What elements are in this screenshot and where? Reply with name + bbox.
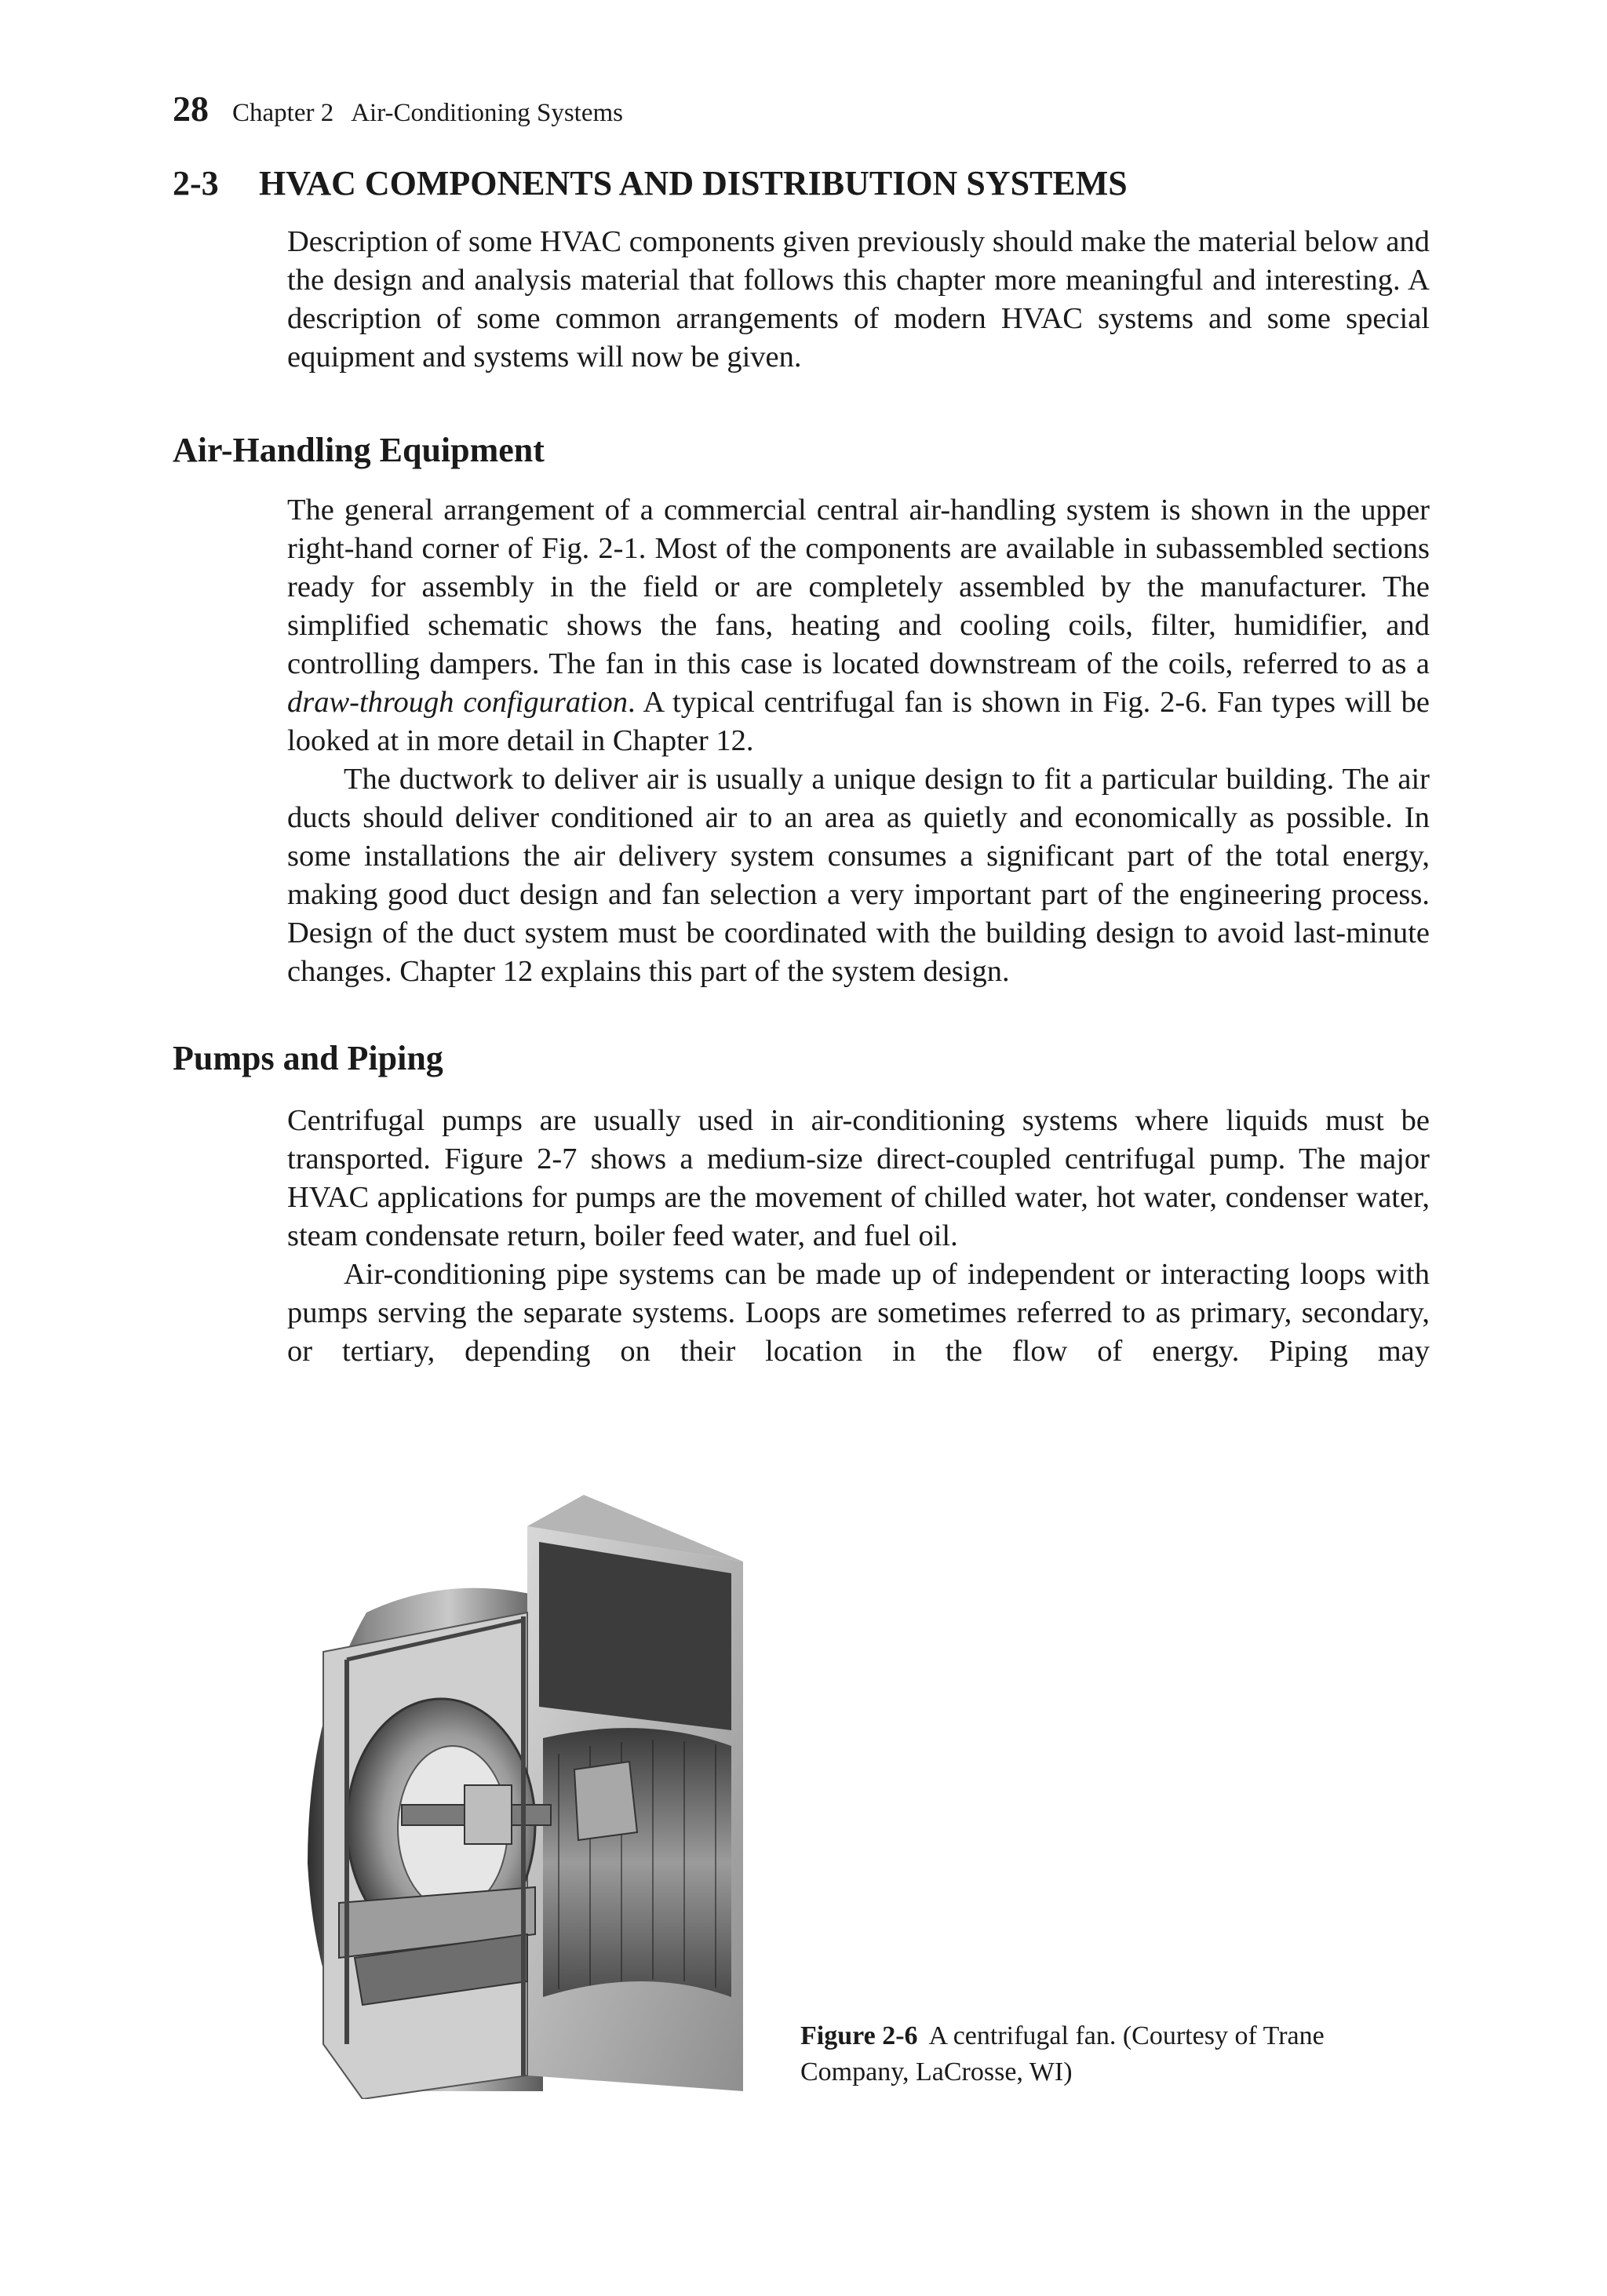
draw-through-term: draw-through configuration [287,686,628,719]
running-header [173,88,623,129]
section-title: HVAC COMPONENTS AND DISTRIBUTION SYSTEMS [259,164,1128,202]
pumps-paragraph-1: Centrifugal pumps are usually used in air-conditioning systems where liquids must be transported. Figure 2-7 shows a medium-size direct-coupled centrifugal pump. The major HVAC applications for pumps are the movement of chilled water, hot water, condenser water, steam condensate return, boiler feed water, and fuel oil. [287,1104,1430,1252]
air-handling-paragraph-1 [287,491,1430,760]
figure-label: Figure 2-6 [800,2021,918,2050]
pumps-paragraph-2: Air-conditioning pipe systems can be made up of independent or interacting loops with pumps serving the separate systems. Loops are sometimes referred to as primary, secondary, or tertiary, depending on their location in the flow of energy. Piping may [287,1258,1430,1368]
section-heading [173,163,1128,203]
page-number: 28 [173,89,209,129]
air-handling-p1-part-a: The general arrangement of a commercial central air-handling system is shown in the upper right-hand corner of Fig. 2-1. Most of the components are available in subassembled sections ready for assembly in the field or are completely assembled by the manufacturer. The simplified schematic shows the fans, heating and cooling coils, filter, humidifier, and controlling dampers. The fan in this case is located downstream of the coils, referred to as a [287,494,1430,680]
figure-caption [800,2018,1428,2090]
section-number: 2-3 [173,164,219,202]
chapter-label: Chapter 2 [232,99,334,127]
air-handling-heading: Air-Handling Equipment [173,431,545,469]
intro-paragraph: Description of some HVAC components given previously should make the material below and the design and analysis material that follows this chapter more meaningful and interesting. A description of some common arrangements of modern HVAC systems and some special equipment and systems will now be given. [287,225,1430,374]
running-title [232,99,623,127]
air-handling-p1-part-b: . A typical centrifugal fan is shown in Fig. 2-6. Fan types will be looked at in more detail in Chapter 12. [287,686,1430,757]
air-handling-text [287,491,1430,991]
section-intro-block [287,223,1430,377]
air-handling-paragraph-2: The ductwork to deliver air is usually a unique design to fit a particular building. The air ducts should deliver conditioned air to an area as quietly and economically as possible. In some installations the air delivery system consumes a significant part of the total energy, making good duct design and fan selection a very important part of the engineering process. Design of the duct system must be coordinated with the building design to avoid last-minute changes. Chapter 12 explains this part of the system design. [287,763,1430,988]
figure-caption-text: A centrifugal fan. (Courtesy of Trane Company, LaCrosse, WI) [800,2021,1325,2086]
centrifugal-fan-illustration [292,1495,763,2099]
chapter-title: Air-Conditioning Systems [351,99,623,127]
pumps-heading: Pumps and Piping [173,1039,443,1077]
pumps-text [287,1102,1430,1371]
